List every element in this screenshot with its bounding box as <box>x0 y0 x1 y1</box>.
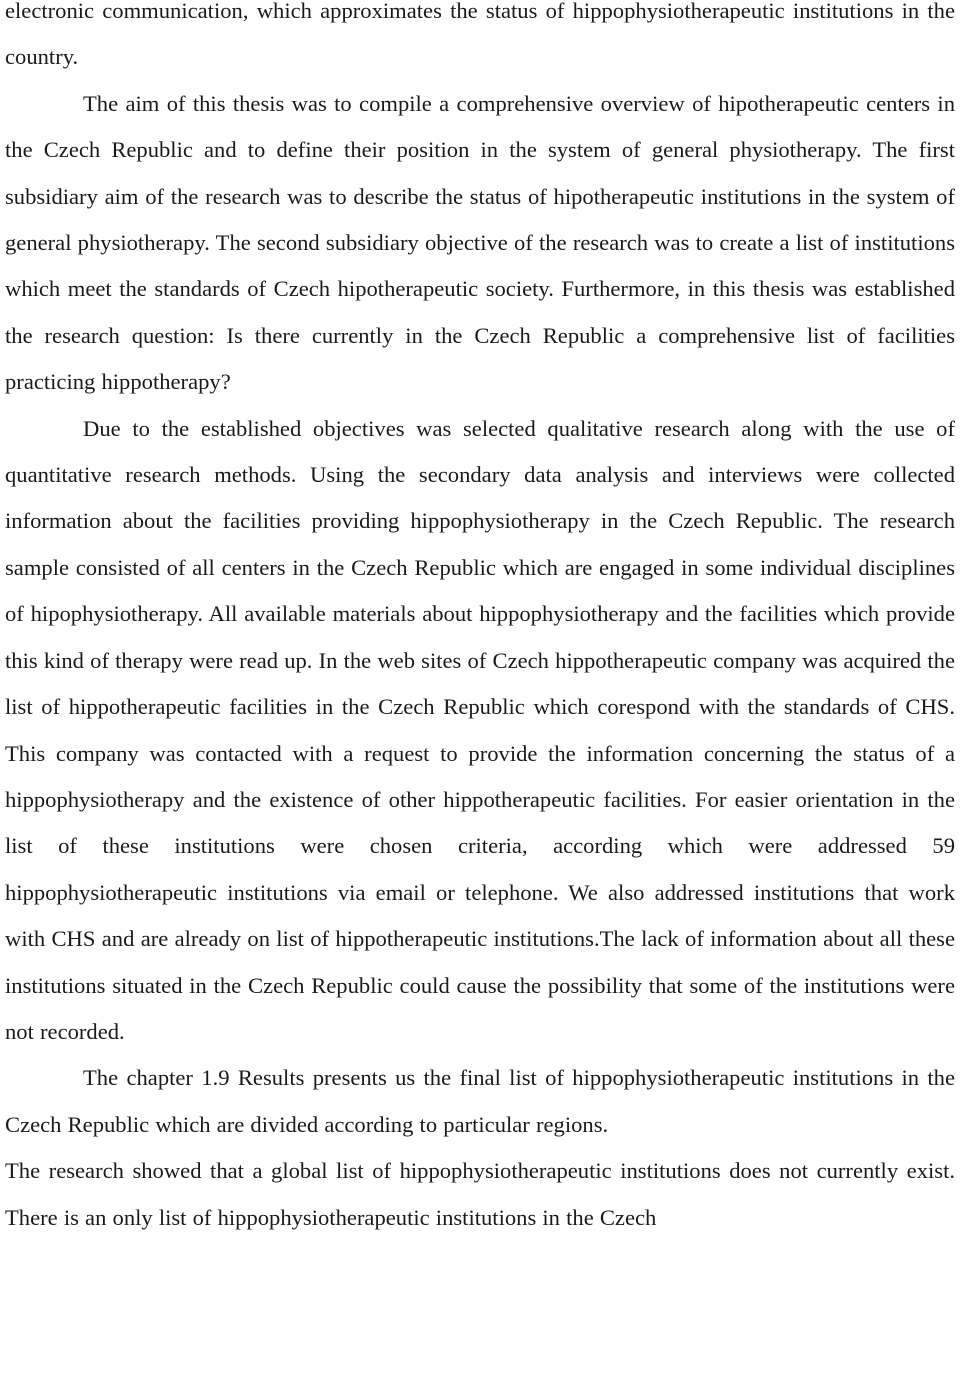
paragraph-continuation: electronic communication, which approximates the status of hippophysiotherapeutic institutions in the country. <box>5 0 955 70</box>
paragraph-aims: The aim of this thesis was to compile a comprehensive overview of hipotherapeutic centers in the Czech Republic and to define their position in the system of general physiotherapy. The first subsidiary aim of the research was to describe the status of hipotherapeutic institutions in the system of general physiotherapy. The second subsidiary objective of the research was to create a list of institutions which meet the standards of Czech hipotherapeutic society. Furthermore, in this thesis was established the research question: Is there currently in the Czech Republic a comprehensive list of facilities practicing hippotherapy? <box>5 90 955 395</box>
paragraph-findings: The research showed that a global list of hippophysiotherapeutic institutions does not currently exist. There is an only list of hippophysiotherapeutic institutions in the Czech <box>5 1158 955 1230</box>
paragraph-results-chapter: The chapter 1.9 Results presents us the final list of hippophysiotherapeutic institutions in the Czech Republic which are divided according to particular regions. <box>5 1065 955 1137</box>
paragraph-methods: Due to the established objectives was selected qualitative research along with the use of quantitative research methods. Using the secondary data analysis and interviews were collected information about the facilities providing hippophysiotherapy in the Czech Republic. The research sample consisted of all centers in the Czech Republic which are engaged in some individual disciplines of hipophysiotherapy. All available materials about hippophysiotherapy and the facilities which provide this kind of therapy were read up. In the web sites of Czech hippotherapeutic company was acquired the list of hippotherapeutic facilities in the Czech Republic which corespond with the standards of CHS. This company was contacted with a request to provide the information concerning the status of a hippophysiotherapy and the existence of other hippotherapeutic facilities. For easier orientation in the list of these institutions were chosen criteria, according which were addressed 59 hippophysiotherapeutic institutions via email or telephone. We also addressed institutions that work with CHS and are already on list of hippotherapeutic institutions.The lack of information about all these institutions situated in the Czech Republic could cause the possibility that some of the institutions were not recorded. <box>5 415 955 1044</box>
